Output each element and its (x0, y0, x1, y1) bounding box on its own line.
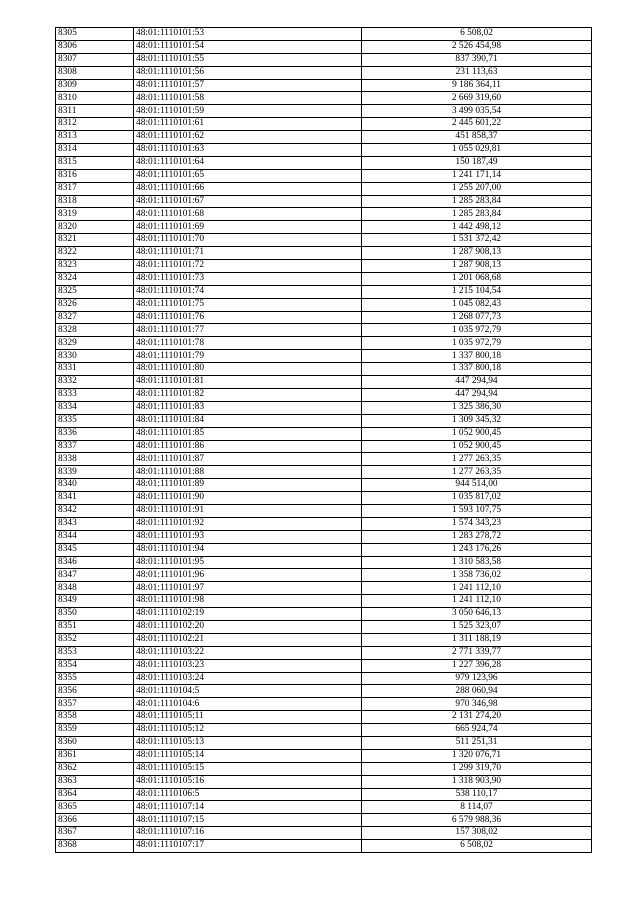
table-row (56, 595, 592, 608)
row-number-cell: 8315 (56, 156, 134, 169)
table-row (56, 414, 592, 427)
cadastral-value-cell: 1 287 908,13 (362, 260, 592, 273)
cadastral-value-cell: 970 346,98 (362, 698, 592, 711)
table-row (56, 144, 592, 157)
row-number-cell: 8318 (56, 195, 134, 208)
cadastral-number-cell: 48:01:1110101:84 (134, 414, 362, 427)
row-number-cell: 8350 (56, 608, 134, 621)
table-row (56, 840, 592, 853)
cadastral-number-cell: 48:01:1110101:89 (134, 479, 362, 492)
cadastral-number-cell: 48:01:1110105:14 (134, 749, 362, 762)
cadastral-value-cell: 1 055 029,81 (362, 144, 592, 157)
cadastral-number-cell: 48:01:1110101:79 (134, 350, 362, 363)
table-body (56, 28, 592, 853)
cadastral-value-cell: 1 277 263,35 (362, 466, 592, 479)
cadastral-value-cell: 837 390,71 (362, 53, 592, 66)
row-number-cell: 8348 (56, 582, 134, 595)
table-row (56, 762, 592, 775)
cadastral-value-cell: 665 924,74 (362, 724, 592, 737)
cadastral-number-cell: 48:01:1110102:19 (134, 608, 362, 621)
row-number-cell: 8311 (56, 105, 134, 118)
cadastral-value-cell: 2 526 454,98 (362, 40, 592, 53)
cadastral-value-cell: 1 052 900,45 (362, 440, 592, 453)
cadastral-value-cell: 8 114,07 (362, 801, 592, 814)
table-row (56, 466, 592, 479)
cadastral-number-cell: 48:01:1110101:63 (134, 144, 362, 157)
row-number-cell: 8354 (56, 659, 134, 672)
table-row (56, 311, 592, 324)
cadastral-value-cell: 9 186 364,11 (362, 79, 592, 92)
row-number-cell: 8319 (56, 208, 134, 221)
cadastral-value-cell: 1 035 817,02 (362, 492, 592, 505)
table-row (56, 53, 592, 66)
row-number-cell: 8353 (56, 646, 134, 659)
cadastral-value-cell: 1 442 498,12 (362, 221, 592, 234)
cadastral-number-cell: 48:01:1110101:75 (134, 298, 362, 311)
cadastral-value-cell: 2 771 339,77 (362, 646, 592, 659)
table-row (56, 28, 592, 41)
row-number-cell: 8345 (56, 543, 134, 556)
cadastral-value-cell: 1 287 908,13 (362, 247, 592, 260)
table-row (56, 788, 592, 801)
cadastral-value-table (55, 27, 592, 853)
table-row (56, 517, 592, 530)
row-number-cell: 8332 (56, 376, 134, 389)
cadastral-value-cell: 1 358 736,02 (362, 569, 592, 582)
row-number-cell: 8325 (56, 285, 134, 298)
row-number-cell: 8320 (56, 221, 134, 234)
table-row (56, 260, 592, 273)
cadastral-number-cell: 48:01:1110101:81 (134, 376, 362, 389)
table-row (56, 827, 592, 840)
row-number-cell: 8322 (56, 247, 134, 260)
row-number-cell: 8323 (56, 260, 134, 273)
row-number-cell: 8331 (56, 363, 134, 376)
table-row (56, 453, 592, 466)
table-row (56, 66, 592, 79)
table-row (56, 324, 592, 337)
cadastral-number-cell: 48:01:1110101:62 (134, 131, 362, 144)
table-row (56, 659, 592, 672)
table-row (56, 724, 592, 737)
cadastral-value-cell: 1 035 972,79 (362, 337, 592, 350)
row-number-cell: 8365 (56, 801, 134, 814)
row-number-cell: 8327 (56, 311, 134, 324)
cadastral-number-cell: 48:01:1110107:17 (134, 840, 362, 853)
row-number-cell: 8368 (56, 840, 134, 853)
table-row (56, 376, 592, 389)
cadastral-value-cell: 288 060,94 (362, 685, 592, 698)
cadastral-value-cell: 447 294,94 (362, 388, 592, 401)
cadastral-number-cell: 48:01:1110107:16 (134, 827, 362, 840)
row-number-cell: 8347 (56, 569, 134, 582)
cadastral-number-cell: 48:01:1110101:92 (134, 517, 362, 530)
cadastral-number-cell: 48:01:1110101:96 (134, 569, 362, 582)
cadastral-value-cell: 2 131 274,20 (362, 711, 592, 724)
cadastral-value-cell: 1 325 386,30 (362, 401, 592, 414)
table-row (56, 814, 592, 827)
table-row (56, 156, 592, 169)
cadastral-value-cell: 1 241 171,14 (362, 169, 592, 182)
table-row (56, 427, 592, 440)
table-row (56, 182, 592, 195)
row-number-cell: 8360 (56, 736, 134, 749)
cadastral-value-cell: 1 320 076,71 (362, 749, 592, 762)
cadastral-number-cell: 48:01:1110101:56 (134, 66, 362, 79)
row-number-cell: 8352 (56, 633, 134, 646)
cadastral-value-cell: 3 050 646,13 (362, 608, 592, 621)
table-row (56, 363, 592, 376)
cadastral-number-cell: 48:01:1110101:61 (134, 118, 362, 131)
cadastral-number-cell: 48:01:1110101:94 (134, 543, 362, 556)
row-number-cell: 8317 (56, 182, 134, 195)
table-row (56, 543, 592, 556)
table-row (56, 118, 592, 131)
cadastral-number-cell: 48:01:1110101:86 (134, 440, 362, 453)
cadastral-number-cell: 48:01:1110101:77 (134, 324, 362, 337)
cadastral-number-cell: 48:01:1110105:11 (134, 711, 362, 724)
cadastral-number-cell: 48:01:1110107:14 (134, 801, 362, 814)
cadastral-value-cell: 2 669 319,60 (362, 92, 592, 105)
table-row (56, 504, 592, 517)
table-row (56, 711, 592, 724)
table-row (56, 208, 592, 221)
cadastral-number-cell: 48:01:1110103:24 (134, 672, 362, 685)
row-number-cell: 8338 (56, 453, 134, 466)
cadastral-value-cell: 1 215 104,54 (362, 285, 592, 298)
cadastral-number-cell: 48:01:1110101:58 (134, 92, 362, 105)
cadastral-value-cell: 3 499 035,54 (362, 105, 592, 118)
row-number-cell: 8362 (56, 762, 134, 775)
cadastral-number-cell: 48:01:1110101:66 (134, 182, 362, 195)
cadastral-number-cell: 48:01:1110101:87 (134, 453, 362, 466)
cadastral-number-cell: 48:01:1110101:64 (134, 156, 362, 169)
cadastral-value-cell: 1 531 372,42 (362, 234, 592, 247)
table-row (56, 40, 592, 53)
row-number-cell: 8355 (56, 672, 134, 685)
table-row (56, 608, 592, 621)
table-row (56, 672, 592, 685)
cadastral-number-cell: 48:01:1110101:93 (134, 530, 362, 543)
cadastral-value-cell: 447 294,94 (362, 376, 592, 389)
cadastral-number-cell: 48:01:1110103:23 (134, 659, 362, 672)
cadastral-number-cell: 48:01:1110101:88 (134, 466, 362, 479)
table-row (56, 195, 592, 208)
cadastral-number-cell: 48:01:1110101:90 (134, 492, 362, 505)
row-number-cell: 8314 (56, 144, 134, 157)
cadastral-value-cell: 1 241 112,10 (362, 595, 592, 608)
cadastral-number-cell: 48:01:1110101:54 (134, 40, 362, 53)
table-row (56, 350, 592, 363)
cadastral-value-cell: 150 187,49 (362, 156, 592, 169)
table-row (56, 479, 592, 492)
cadastral-value-cell: 1 201 068,68 (362, 272, 592, 285)
table-row (56, 272, 592, 285)
cadastral-value-cell: 1 052 900,45 (362, 427, 592, 440)
row-number-cell: 8335 (56, 414, 134, 427)
table-row (56, 530, 592, 543)
row-number-cell: 8339 (56, 466, 134, 479)
cadastral-value-cell: 1 285 283,84 (362, 195, 592, 208)
row-number-cell: 8310 (56, 92, 134, 105)
table-row (56, 92, 592, 105)
cadastral-number-cell: 48:01:1110101:69 (134, 221, 362, 234)
cadastral-number-cell: 48:01:1110101:95 (134, 556, 362, 569)
row-number-cell: 8337 (56, 440, 134, 453)
cadastral-value-cell: 1 045 082,43 (362, 298, 592, 311)
row-number-cell: 8308 (56, 66, 134, 79)
cadastral-number-cell: 48:01:1110101:70 (134, 234, 362, 247)
row-number-cell: 8346 (56, 556, 134, 569)
row-number-cell: 8341 (56, 492, 134, 505)
cadastral-number-cell: 48:01:1110101:68 (134, 208, 362, 221)
table-row (56, 620, 592, 633)
row-number-cell: 8342 (56, 504, 134, 517)
table-row (56, 79, 592, 92)
table-row (56, 775, 592, 788)
cadastral-number-cell: 48:01:1110101:72 (134, 260, 362, 273)
cadastral-value-cell: 1 285 283,84 (362, 208, 592, 221)
row-number-cell: 8343 (56, 517, 134, 530)
row-number-cell: 8307 (56, 53, 134, 66)
row-number-cell: 8363 (56, 775, 134, 788)
row-number-cell: 8344 (56, 530, 134, 543)
row-number-cell: 8336 (56, 427, 134, 440)
table-row (56, 749, 592, 762)
table-row (56, 698, 592, 711)
table-row (56, 285, 592, 298)
table-row (56, 105, 592, 118)
table-row (56, 556, 592, 569)
row-number-cell: 8334 (56, 401, 134, 414)
table-row (56, 440, 592, 453)
cadastral-value-cell: 1 318 903,90 (362, 775, 592, 788)
row-number-cell: 8333 (56, 388, 134, 401)
cadastral-number-cell: 48:01:1110101:80 (134, 363, 362, 376)
cadastral-number-cell: 48:01:1110102:20 (134, 620, 362, 633)
table-row (56, 337, 592, 350)
cadastral-value-cell: 1 593 107,75 (362, 504, 592, 517)
row-number-cell: 8349 (56, 595, 134, 608)
cadastral-number-cell: 48:01:1110101:53 (134, 28, 362, 41)
cadastral-number-cell: 48:01:1110101:85 (134, 427, 362, 440)
table-row (56, 633, 592, 646)
cadastral-value-cell: 1 283 278,72 (362, 530, 592, 543)
table-row (56, 298, 592, 311)
table-row (56, 401, 592, 414)
cadastral-number-cell: 48:01:1110107:15 (134, 814, 362, 827)
table-row (56, 169, 592, 182)
row-number-cell: 8313 (56, 131, 134, 144)
cadastral-value-cell: 231 113,63 (362, 66, 592, 79)
cadastral-value-cell: 1 299 319,70 (362, 762, 592, 775)
cadastral-number-cell: 48:01:1110104:6 (134, 698, 362, 711)
cadastral-number-cell: 48:01:1110101:76 (134, 311, 362, 324)
table-row (56, 247, 592, 260)
row-number-cell: 8312 (56, 118, 134, 131)
cadastral-value-cell: 1 309 345,32 (362, 414, 592, 427)
row-number-cell: 8329 (56, 337, 134, 350)
row-number-cell: 8351 (56, 620, 134, 633)
cadastral-value-cell: 1 277 263,35 (362, 453, 592, 466)
cadastral-value-cell: 1 268 077,73 (362, 311, 592, 324)
cadastral-value-cell: 1 337 800,18 (362, 363, 592, 376)
cadastral-number-cell: 48:01:1110101:97 (134, 582, 362, 595)
cadastral-number-cell: 48:01:1110105:16 (134, 775, 362, 788)
cadastral-value-cell: 1 337 800,18 (362, 350, 592, 363)
cadastral-number-cell: 48:01:1110101:83 (134, 401, 362, 414)
cadastral-number-cell: 48:01:1110106:5 (134, 788, 362, 801)
row-number-cell: 8305 (56, 28, 134, 41)
row-number-cell: 8326 (56, 298, 134, 311)
table-row (56, 234, 592, 247)
cadastral-value-cell: 1 525 323,07 (362, 620, 592, 633)
cadastral-value-cell: 511 251,31 (362, 736, 592, 749)
row-number-cell: 8340 (56, 479, 134, 492)
cadastral-number-cell: 48:01:1110102:21 (134, 633, 362, 646)
row-number-cell: 8357 (56, 698, 134, 711)
cadastral-number-cell: 48:01:1110101:67 (134, 195, 362, 208)
table-row (56, 569, 592, 582)
cadastral-value-cell: 2 445 601,22 (362, 118, 592, 131)
cadastral-number-cell: 48:01:1110105:15 (134, 762, 362, 775)
cadastral-number-cell: 48:01:1110101:65 (134, 169, 362, 182)
table-row (56, 801, 592, 814)
cadastral-number-cell: 48:01:1110101:55 (134, 53, 362, 66)
row-number-cell: 8316 (56, 169, 134, 182)
row-number-cell: 8364 (56, 788, 134, 801)
row-number-cell: 8367 (56, 827, 134, 840)
cadastral-number-cell: 48:01:1110101:71 (134, 247, 362, 260)
cadastral-value-cell: 538 110,17 (362, 788, 592, 801)
table-row (56, 492, 592, 505)
cadastral-value-cell: 157 308,02 (362, 827, 592, 840)
cadastral-value-cell: 1 227 396,28 (362, 659, 592, 672)
cadastral-value-cell: 1 243 176,26 (362, 543, 592, 556)
cadastral-number-cell: 48:01:1110101:57 (134, 79, 362, 92)
cadastral-value-cell: 944 514,00 (362, 479, 592, 492)
cadastral-number-cell: 48:01:1110105:12 (134, 724, 362, 737)
row-number-cell: 8309 (56, 79, 134, 92)
table-row (56, 221, 592, 234)
table-row (56, 131, 592, 144)
cadastral-value-cell: 1 310 583,58 (362, 556, 592, 569)
row-number-cell: 8306 (56, 40, 134, 53)
row-number-cell: 8366 (56, 814, 134, 827)
table-row (56, 582, 592, 595)
cadastral-number-cell: 48:01:1110104:5 (134, 685, 362, 698)
cadastral-number-cell: 48:01:1110101:73 (134, 272, 362, 285)
row-number-cell: 8359 (56, 724, 134, 737)
table-row (56, 685, 592, 698)
cadastral-value-cell: 6 508,02 (362, 840, 592, 853)
cadastral-number-cell: 48:01:1110101:82 (134, 388, 362, 401)
cadastral-value-cell: 1 311 188,19 (362, 633, 592, 646)
row-number-cell: 8361 (56, 749, 134, 762)
cadastral-number-cell: 48:01:1110101:91 (134, 504, 362, 517)
row-number-cell: 8330 (56, 350, 134, 363)
row-number-cell: 8324 (56, 272, 134, 285)
cadastral-value-cell: 1 241 112,10 (362, 582, 592, 595)
cadastral-value-cell: 1 035 972,79 (362, 324, 592, 337)
cadastral-number-cell: 48:01:1110101:78 (134, 337, 362, 350)
cadastral-number-cell: 48:01:1110103:22 (134, 646, 362, 659)
cadastral-value-cell: 1 255 207,00 (362, 182, 592, 195)
row-number-cell: 8358 (56, 711, 134, 724)
cadastral-value-cell: 1 574 343,23 (362, 517, 592, 530)
row-number-cell: 8328 (56, 324, 134, 337)
row-number-cell: 8321 (56, 234, 134, 247)
table-row (56, 736, 592, 749)
row-number-cell: 8356 (56, 685, 134, 698)
cadastral-value-cell: 979 123,96 (362, 672, 592, 685)
cadastral-number-cell: 48:01:1110101:74 (134, 285, 362, 298)
cadastral-value-cell: 451 858,37 (362, 131, 592, 144)
table-row (56, 388, 592, 401)
cadastral-value-cell: 6 579 988,36 (362, 814, 592, 827)
cadastral-number-cell: 48:01:1110101:59 (134, 105, 362, 118)
cadastral-number-cell: 48:01:1110101:98 (134, 595, 362, 608)
cadastral-number-cell: 48:01:1110105:13 (134, 736, 362, 749)
table-row (56, 646, 592, 659)
cadastral-value-cell: 6 508,02 (362, 28, 592, 41)
